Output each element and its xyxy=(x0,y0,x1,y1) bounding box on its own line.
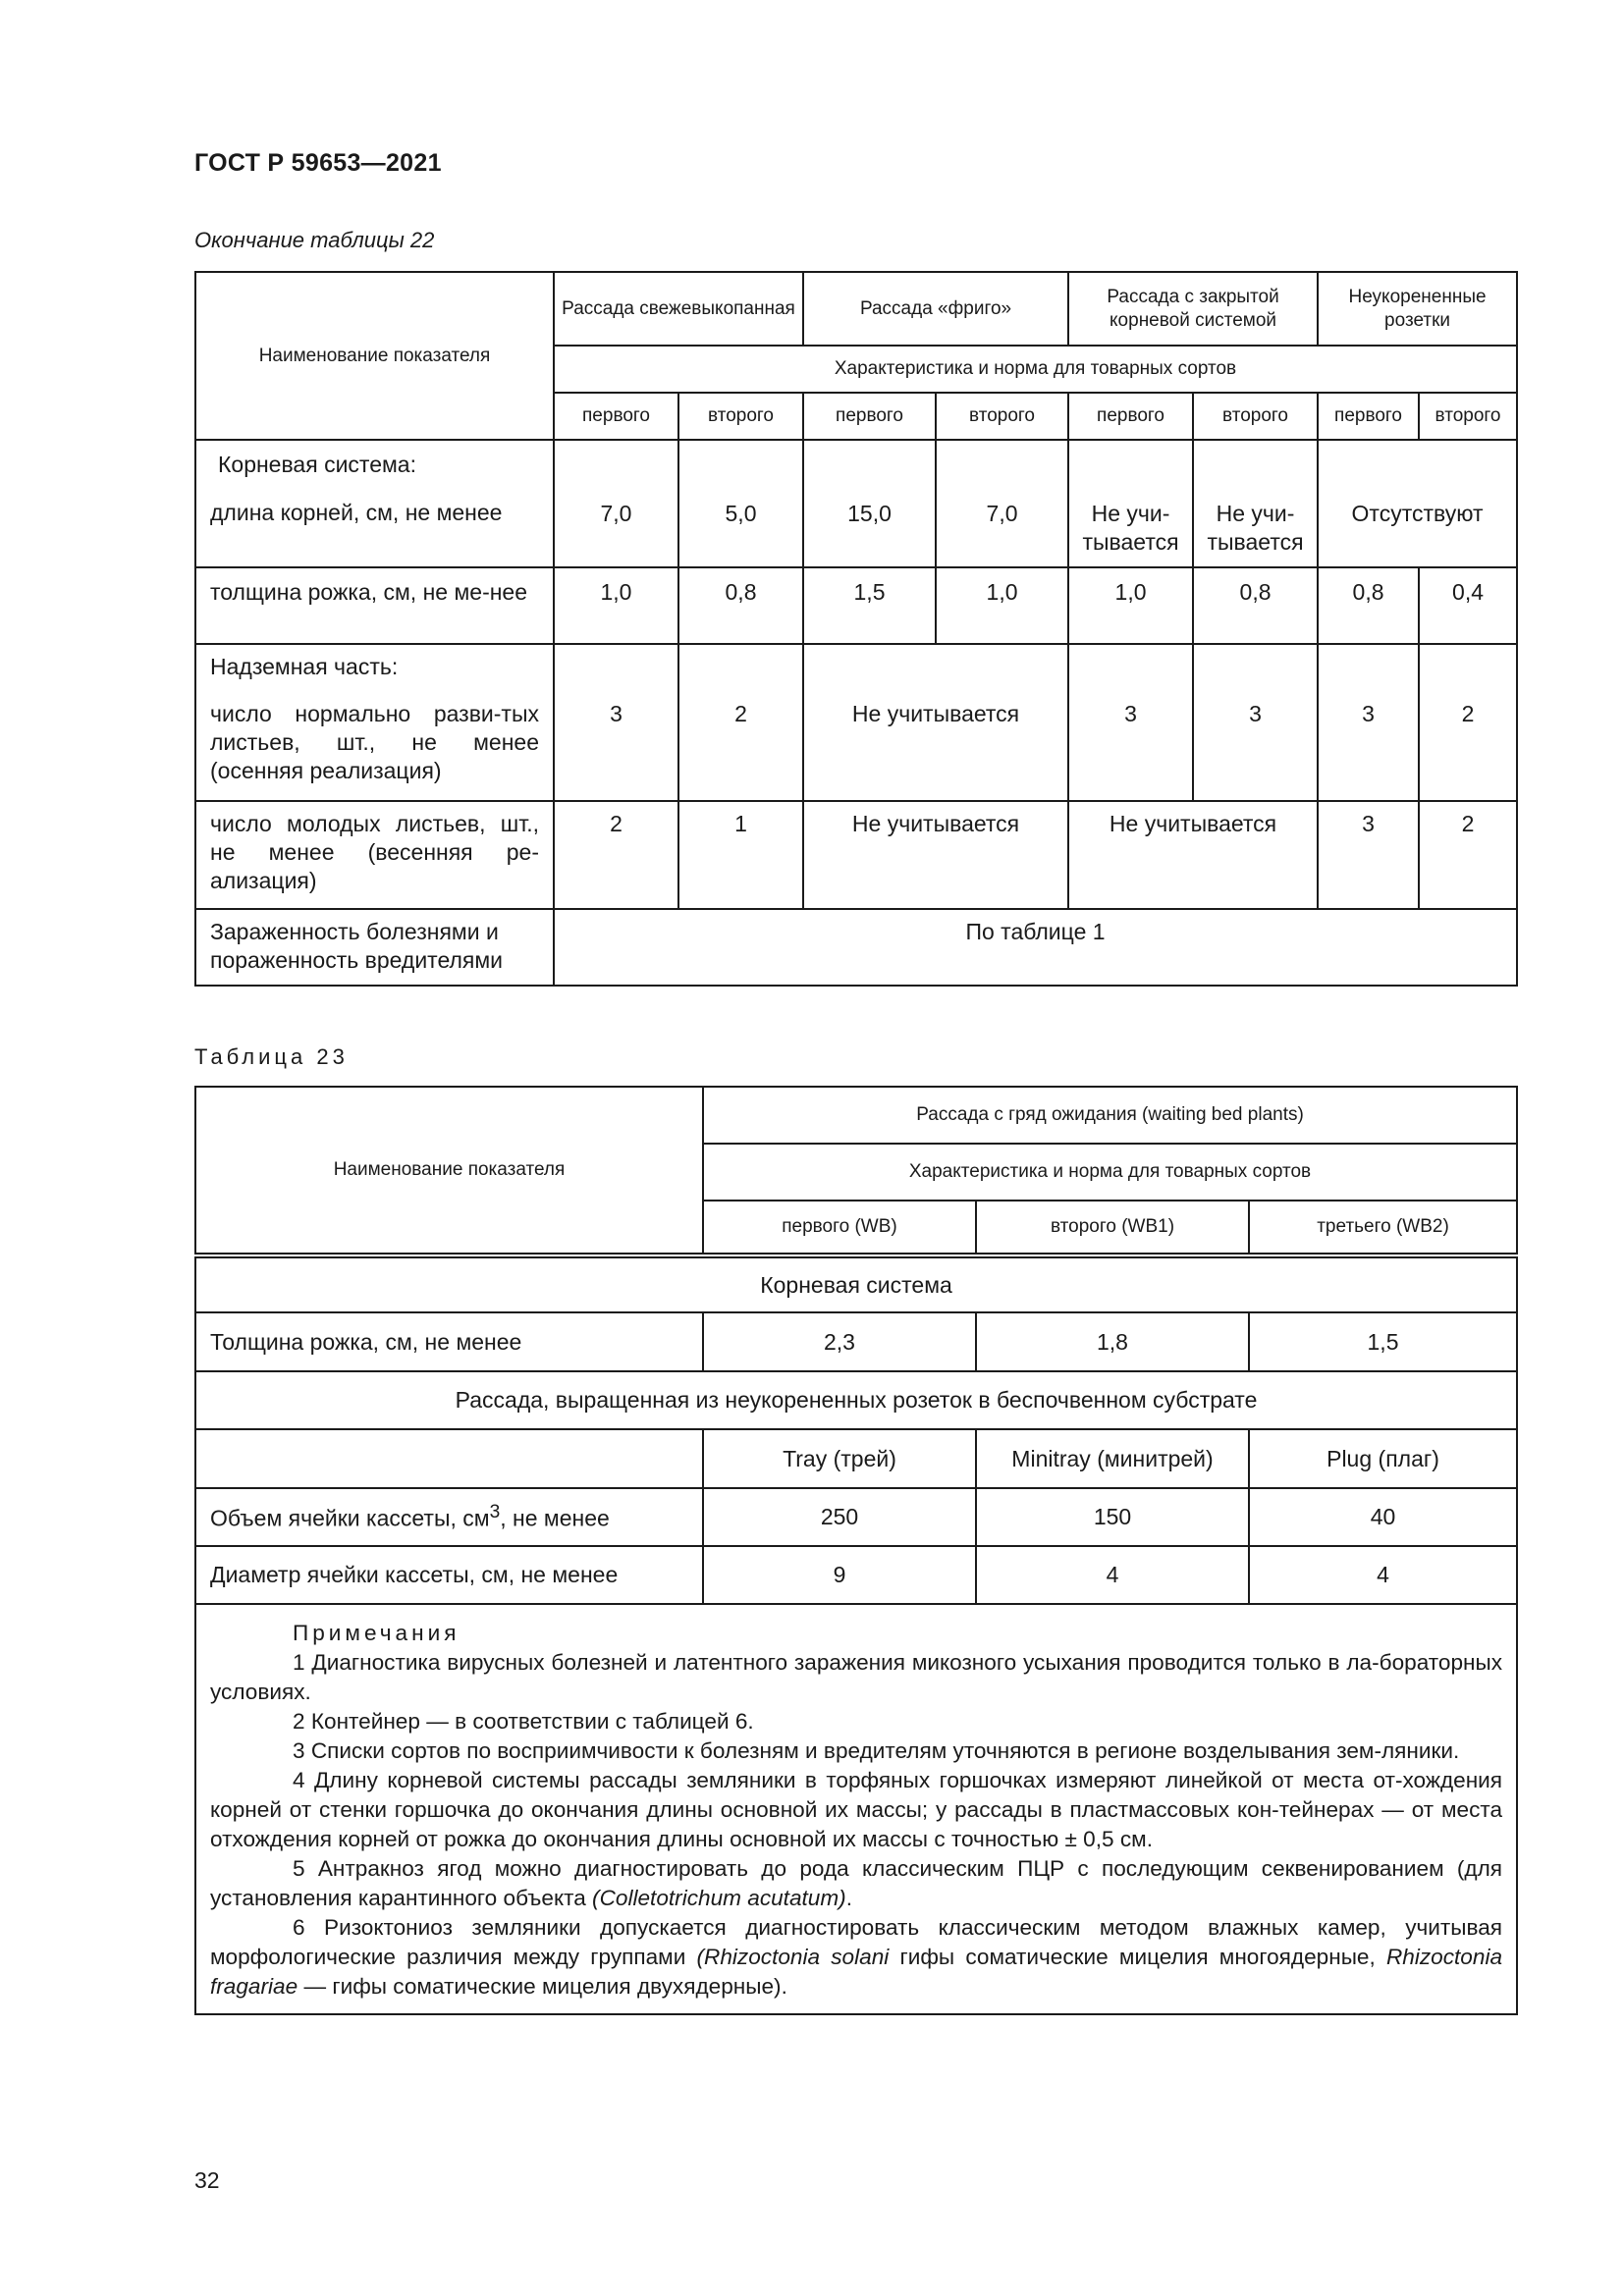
t23-type-plug: Plug (плаг) xyxy=(1249,1429,1517,1488)
table-23 xyxy=(194,1086,1518,2015)
t22-leaves-5: 3 xyxy=(1068,644,1193,801)
t23-horn-3: 1,5 xyxy=(1249,1312,1517,1371)
t22-root-len-4: 7,0 xyxy=(936,440,1068,567)
note-6-italic-2: Rhizoctonia fragariae xyxy=(210,1945,1503,1999)
t23-volume-1: 250 xyxy=(703,1488,976,1546)
t22-sub-1: первого xyxy=(554,393,678,440)
table23-caption: Таблица 23 xyxy=(194,1044,349,1069)
note-5-text: 5 Антракноз ягод можно диагностировать до рода классическим ПЦР с последующим секвенированием (для установления карантинного объекта xyxy=(210,1856,1503,1910)
t22-header-name: Наименование показателя xyxy=(195,272,554,440)
notes-title: Примечания xyxy=(293,1621,460,1645)
note-3: 3 Списки сортов по восприимчивости к болезням и вредителям уточняются в регионе возделывания зем-ляники. xyxy=(293,1738,1460,1763)
note-4: 4 Длину корневой системы рассады земляники в торфяных горшочках измеряют линейкой от места от-хождения корней от стенки горшочка до окончания длины основной их массы; у рассады в пластмассовых кон-тейнерах — от места отхождения корней от рожка до окончания длины основной их массы с точностью ± 0,5 см. xyxy=(210,1768,1503,1851)
t22-horn-2: 0,8 xyxy=(678,567,803,644)
t22-young-8: 2 xyxy=(1419,801,1517,909)
note-6 xyxy=(210,1913,1502,2002)
note-6-end: — гифы соматические мицелия двухядерные). xyxy=(298,1974,787,1999)
t23-diameter-label: Диаметр ячейки кассеты, см, не менее xyxy=(195,1546,703,1604)
t23-horn-label: Толщина рожка, см, не менее xyxy=(195,1312,703,1371)
t22-leaves-1: 3 xyxy=(554,644,678,801)
t22-sub-6: второго xyxy=(1193,393,1318,440)
t23-volume-sup: 3 xyxy=(489,1502,501,1523)
t22-sub-5: первого xyxy=(1068,393,1193,440)
t22-group-fresh: Рассада свежевыкопанная xyxy=(554,272,803,346)
t23-type-minitray: Minitray (минитрей) xyxy=(976,1429,1249,1488)
t23-horn-1: 2,3 xyxy=(703,1312,976,1371)
t23-span-header: Характеристика и норма для товарных сортов xyxy=(703,1144,1517,1201)
page-number: 32 xyxy=(194,2167,220,2193)
t22-horn-7: 0,8 xyxy=(1318,567,1419,644)
t22-leaves-text: число нормально разви-тых листьев, шт., не менее (осенняя реализация) xyxy=(210,701,539,783)
t22-horn-6: 0,8 xyxy=(1193,567,1318,644)
t23-header-name: Наименование показателя xyxy=(195,1087,703,1255)
t23-volume-suffix: , не менее xyxy=(500,1505,610,1531)
t23-root-section: Корневая система xyxy=(195,1255,1517,1312)
t23-volume-label xyxy=(195,1488,703,1546)
t23-horn-2: 1,8 xyxy=(976,1312,1249,1371)
document-id: ГОСТ Р 59653—2021 xyxy=(194,149,442,177)
t22-root-len-5: Не учи-тывается xyxy=(1068,440,1193,567)
t23-substrate-section: Рассада, выращенная из неукорененных розеток в беспочвенном субстрате xyxy=(195,1371,1517,1429)
t23-sub-2: второго (WB1) xyxy=(976,1201,1249,1255)
t22-sub-4: второго xyxy=(936,393,1068,440)
t23-volume-label-text: Объем ячейки кассеты, см xyxy=(210,1505,490,1531)
t22-disease-label: Зараженность болезнями и пораженность вредителями xyxy=(195,909,554,986)
note-5-italic: (Colletotrichum acutatum) xyxy=(592,1886,846,1910)
t22-young-frigo: Не учитывается xyxy=(803,801,1068,909)
t22-leaves-7: 3 xyxy=(1318,644,1419,801)
notes-block xyxy=(195,1604,1517,2014)
t22-horn-1: 1,0 xyxy=(554,567,678,644)
t23-sub-3: третьего (WB2) xyxy=(1249,1201,1517,1255)
t22-young-1: 2 xyxy=(554,801,678,909)
t22-root-len-6: Не учи-тывается xyxy=(1193,440,1318,567)
note-6-italic-1: (Rhizoctonia solani xyxy=(696,1945,890,1969)
t22-leaves-2: 2 xyxy=(678,644,803,801)
note-6-mid: гифы соматические мицелия многоядерные, xyxy=(889,1945,1386,1969)
t22-sub-3: первого xyxy=(803,393,936,440)
note-2: 2 Контейнер — в соответствии с таблицей 6. xyxy=(293,1709,754,1734)
t22-horn-3: 1,5 xyxy=(803,567,936,644)
t22-sub-7: первого xyxy=(1318,393,1419,440)
t23-volume-2: 150 xyxy=(976,1488,1249,1546)
t23-diameter-3: 4 xyxy=(1249,1546,1517,1604)
t22-group-closed-root: Рассада с закрытой корневой системой xyxy=(1068,272,1318,346)
t22-leaves-frigo: Не учитывается xyxy=(803,644,1068,801)
note-6-text: 6 Ризоктониоз земляники допускается диагностировать классическим методом влажных камер, учитывая морфологические различия между группами xyxy=(210,1915,1503,1969)
t22-horn-8: 0,4 xyxy=(1419,567,1517,644)
t22-leaves-8: 2 xyxy=(1419,644,1517,801)
t22-young-label: число молодых листьев, шт., не менее (весенняя ре-ализация) xyxy=(195,801,554,909)
t22-young-2: 1 xyxy=(678,801,803,909)
t22-leaves-label xyxy=(195,644,554,801)
t22-root-label xyxy=(195,440,554,567)
t22-root-len-3: 15,0 xyxy=(803,440,936,567)
note-1: 1 Диагностика вирусных болезней и латентного заражения микозного усыхания проводится только в ла-бораторных условиях. xyxy=(210,1650,1503,1704)
t23-sub-1: первого (WB) xyxy=(703,1201,976,1255)
t23-empty-cell xyxy=(195,1429,703,1488)
t22-sub-2: второго xyxy=(678,393,803,440)
t22-root-title: Корневая система: xyxy=(218,452,416,477)
t22-horn-5: 1,0 xyxy=(1068,567,1193,644)
t23-type-tray: Tray (трей) xyxy=(703,1429,976,1488)
t23-group: Рассада с гряд ожидания (waiting bed plants) xyxy=(703,1087,1517,1144)
t22-young-7: 3 xyxy=(1318,801,1419,909)
t22-span-header: Характеристика и норма для товарных сортов xyxy=(554,346,1517,393)
table-22 xyxy=(194,271,1518,987)
t22-group-rosettes: Неукорененные розетки xyxy=(1318,272,1517,346)
t23-diameter-2: 4 xyxy=(976,1546,1249,1604)
t22-group-frigo: Рассада «фриго» xyxy=(803,272,1068,346)
table22-caption: Окончание таблицы 22 xyxy=(194,228,435,252)
note-5 xyxy=(210,1854,1502,1913)
t22-sub-8: второго xyxy=(1419,393,1517,440)
t22-root-len-rosettes: Отсутствуют xyxy=(1318,440,1517,567)
note-5-end: . xyxy=(845,1886,852,1910)
t22-horn-4: 1,0 xyxy=(936,567,1068,644)
t22-horn-label: толщина рожка, см, не ме-нее xyxy=(195,567,554,644)
t22-leaves-6: 3 xyxy=(1193,644,1318,801)
t23-volume-3: 40 xyxy=(1249,1488,1517,1546)
t22-young-closed: Не учитывается xyxy=(1068,801,1318,909)
t22-above-title: Надземная часть: xyxy=(210,654,399,679)
t22-disease-value: По таблице 1 xyxy=(554,909,1517,986)
t22-root-len-1: 7,0 xyxy=(554,440,678,567)
t22-root-len-2: 5,0 xyxy=(678,440,803,567)
t22-root-len-label: длина корней, см, не менее xyxy=(210,500,503,525)
t23-diameter-1: 9 xyxy=(703,1546,976,1604)
